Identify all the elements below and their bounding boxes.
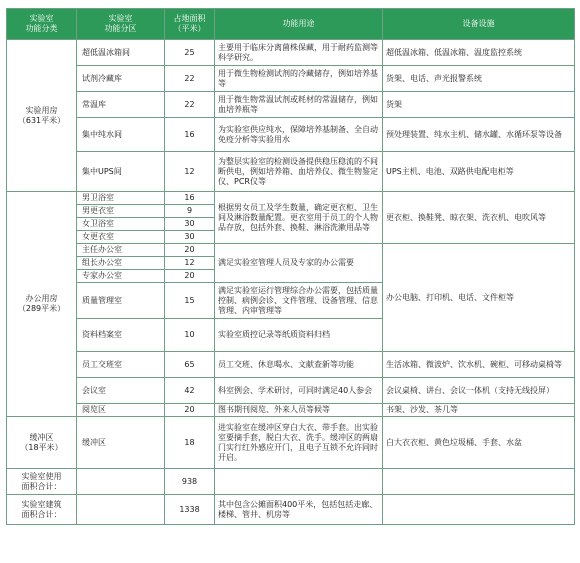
area-cell: 缓冲区: [77, 417, 165, 469]
table-row: [7, 192, 575, 205]
use-cell: 为整层实验室的检测设备提供稳压稳流的不间断供电，例如培养箱、血培养仪、微生物鉴定仪、PCR仪等: [215, 152, 383, 192]
total-note: 其中包含公摊面积400平米，包括包括走廊、楼梯、管井、机房等: [215, 495, 383, 525]
table-row: [7, 66, 575, 92]
total-size: 1338: [165, 495, 215, 525]
total-row: [7, 469, 575, 495]
use-cell: 为实验室供应纯水，保障培养基制备、全自动免疫分析等实验用水: [215, 118, 383, 152]
table-row: [7, 417, 575, 469]
area-cell: 专家办公室: [77, 270, 165, 283]
area-cell: 阅览区: [77, 404, 165, 417]
header-equipment: 设备设施: [383, 9, 575, 40]
size-cell: 10: [165, 319, 215, 352]
use-cell: 员工交班、休息喝水、文献查新等功能: [215, 352, 383, 378]
table-row: [7, 244, 575, 257]
total-label: 实验室建筑 面积合计：: [7, 495, 77, 525]
area-cell: 超低温冰箱间: [77, 40, 165, 66]
equipment-cell: 货架: [383, 92, 575, 118]
equipment-cell: UPS主机、电池、双路供电配电柜等: [383, 152, 575, 192]
size-cell: 16: [165, 118, 215, 152]
size-cell: 9: [165, 205, 215, 218]
area-cell: 组长办公室: [77, 257, 165, 270]
area-cell: 男卫浴室: [77, 192, 165, 205]
size-cell: 22: [165, 92, 215, 118]
size-cell: 22: [165, 66, 215, 92]
area-cell: 质量管理室: [77, 283, 165, 319]
total-empty: [77, 495, 165, 525]
office-use-cell: 满足实验室管理人员及专家的办公需要: [215, 244, 383, 283]
total-size: 938: [165, 469, 215, 495]
area-cell: 会议室: [77, 378, 165, 404]
restroom-equipment-cell: 更衣柜、换鞋凳、晾衣架、洗衣机、电吹风等: [383, 192, 575, 244]
total-row: [7, 495, 575, 525]
use-cell: 用于微生物检测试剂的冷藏储存，例如培养基等: [215, 66, 383, 92]
size-cell: 15: [165, 283, 215, 319]
table-row: [7, 92, 575, 118]
table-row: [7, 404, 575, 417]
equipment-cell: 会议桌椅、讲台、会议一体机（支持无线投屏）: [383, 378, 575, 404]
size-cell: 42: [165, 378, 215, 404]
header-category: 实验室 功能分类: [7, 9, 77, 40]
restroom-use-cell: 根据男女员工及学生数量，确定更衣柜、卫生间及淋浴数量配置。更衣室用于员工的个人物品存放，包括外套、换鞋、淋浴洗漱用品等: [215, 192, 383, 244]
table-row: [7, 378, 575, 404]
size-cell: 20: [165, 244, 215, 257]
table-row: [7, 40, 575, 66]
office-equipment-cell: 办公电脑、打印机、电话、文件柜等: [383, 244, 575, 352]
equipment-cell: 超低温冰箱、低温冰箱、温度监控系统: [383, 40, 575, 66]
area-cell: 集中纯水间: [77, 118, 165, 152]
area-cell: 女更衣室: [77, 231, 165, 244]
total-empty: [383, 495, 575, 525]
header-row: [7, 9, 575, 40]
area-cell: 常温库: [77, 92, 165, 118]
size-cell: 12: [165, 152, 215, 192]
size-cell: 20: [165, 404, 215, 417]
area-cell: 主任办公室: [77, 244, 165, 257]
use-cell: 进实验室在缓冲区穿白大衣、带手套。出实验室要摘手套，脱白大衣、洗手。缓冲区的两扇门实行红外感应开门，且电子互锁不允许同时开启。: [215, 417, 383, 469]
equipment-cell: 白大衣衣柜、黄色垃圾桶、手套、水盆: [383, 417, 575, 469]
equipment-cell: 生活冰箱、微波炉、饮水机、碗柜、可移动桌椅等: [383, 352, 575, 378]
area-cell: 试剂冷藏库: [77, 66, 165, 92]
header-size: 占地面积 （平米）: [165, 9, 215, 40]
size-cell: 12: [165, 257, 215, 270]
size-cell: 65: [165, 352, 215, 378]
lab-area-table: [6, 8, 575, 525]
use-cell: 图书期刊阅览、外来人员等候等: [215, 404, 383, 417]
area-cell: 资料档案室: [77, 319, 165, 352]
use-cell: 科室例会、学术研讨，可同时满足40人参会: [215, 378, 383, 404]
total-note: [215, 469, 383, 495]
total-empty: [383, 469, 575, 495]
total-empty: [77, 469, 165, 495]
total-label: 实验室使用 面积合计：: [7, 469, 77, 495]
use-cell: 主要用于临床分离菌株保藏，用于耐药监测等科学研究。: [215, 40, 383, 66]
use-cell: 用于微生物常温试剂或耗材的常温储存，例如血培养瓶等: [215, 92, 383, 118]
area-cell: 集中UPS间: [77, 152, 165, 192]
header-use: 功能用途: [215, 9, 383, 40]
size-cell: 25: [165, 40, 215, 66]
equipment-cell: 书架、沙发、茶几等: [383, 404, 575, 417]
area-cell: 男更衣室: [77, 205, 165, 218]
table-row: [7, 118, 575, 152]
equipment-cell: 货架、电话、声光报警系统: [383, 66, 575, 92]
size-cell: 16: [165, 192, 215, 205]
category-buffer: 缓冲区 （18平米）: [7, 417, 77, 469]
area-cell: 员工交班室: [77, 352, 165, 378]
equipment-cell: 预处理装置、纯水主机、储水罐、水循环泵等设备: [383, 118, 575, 152]
size-cell: 30: [165, 231, 215, 244]
area-cell: 女卫浴室: [77, 218, 165, 231]
size-cell: 18: [165, 417, 215, 469]
category-office: 办公用房 （289平米）: [7, 192, 77, 417]
table-row: [7, 352, 575, 378]
header-area: 实验室 功能分区: [77, 9, 165, 40]
size-cell: 20: [165, 270, 215, 283]
use-cell: 满足实验室运行管理综合办公需要，包括质量控制、病例会诊、文件管理、设备管理、信息管理、内审管理等: [215, 283, 383, 319]
use-cell: 实验室质控记录等纸质资料归档: [215, 319, 383, 352]
table-row: [7, 152, 575, 192]
size-cell: 30: [165, 218, 215, 231]
category-lab: 实验用房 （631平米）: [7, 40, 77, 192]
